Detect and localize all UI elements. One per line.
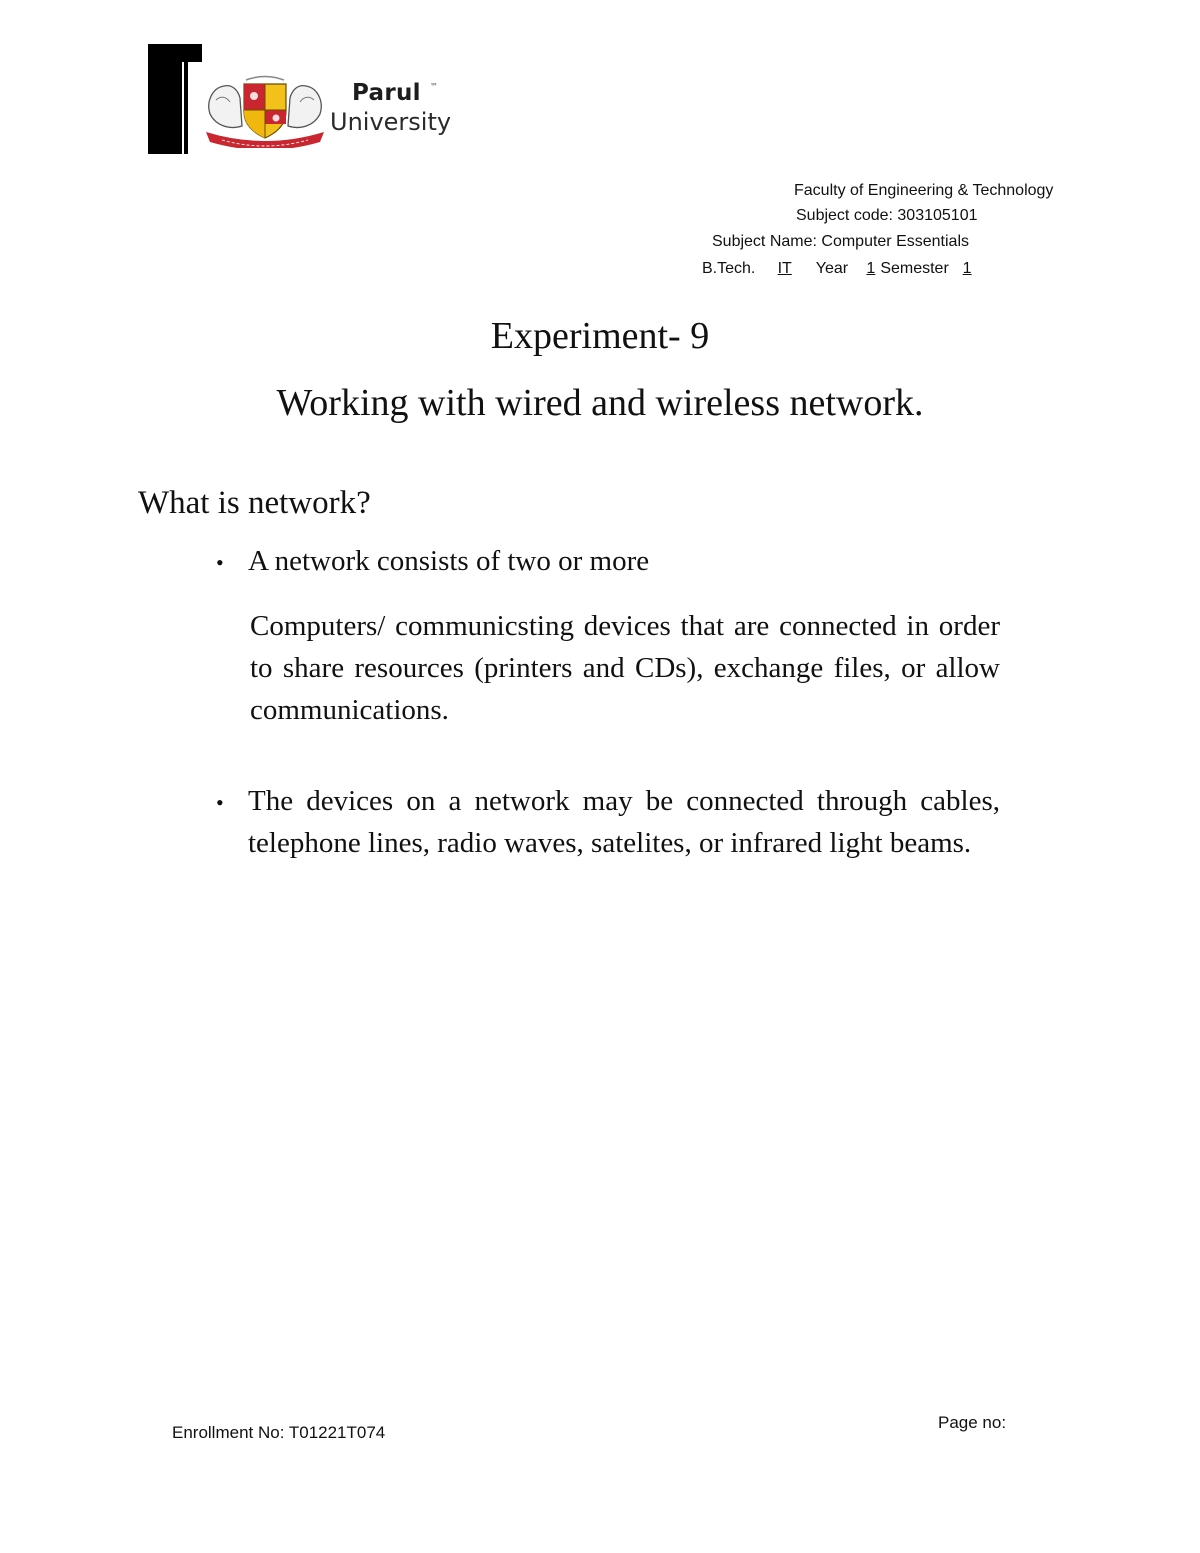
branch-value: IT: [777, 260, 792, 277]
university-logo: [146, 44, 466, 156]
enrollment-number: Enrollment No: T01221T074: [172, 1423, 386, 1442]
logo-word-parul: Parul: [352, 80, 421, 106]
crest-icon: [202, 74, 328, 148]
year-label: Year: [815, 260, 849, 277]
course-line: [702, 260, 972, 278]
paragraph-1: Computers/ communicsting devices that are connected in order to share resources (printers and CDs), exchange files, or allow communications.: [250, 610, 1000, 726]
experiment-number: Experiment- 9: [490, 315, 710, 357]
bullet-item-2: The devices on a network may be connected through cables, telephone lines, radio waves, satelites, or infrared light beams.: [248, 785, 1000, 859]
logo-bar-thin: [184, 62, 188, 154]
logo-bar: [148, 44, 182, 154]
subject-code-line: Subject code: 303105101: [796, 207, 978, 224]
bullet-icon: •: [216, 550, 224, 575]
semester-value: 1: [962, 260, 972, 277]
faculty-line: Faculty of Engineering & Technology: [794, 182, 1054, 199]
logo-word-university: University: [330, 108, 452, 136]
logo-trademark: ™: [430, 82, 438, 91]
experiment-title: Working with wired and wireless network.: [276, 382, 924, 424]
page-number-label: Page no:: [938, 1413, 1007, 1432]
bullet-item-1: A network consists of two or more: [248, 545, 650, 577]
bullet-icon: •: [216, 790, 224, 815]
course-prefix: B.Tech.: [702, 260, 756, 277]
year-value: 1: [866, 260, 876, 277]
section-heading: What is network?: [138, 485, 371, 521]
semester-label: Semester: [880, 260, 949, 277]
logo-bar-cap: [182, 44, 202, 62]
subject-name-line: Subject Name: Computer Essentials: [712, 233, 969, 250]
